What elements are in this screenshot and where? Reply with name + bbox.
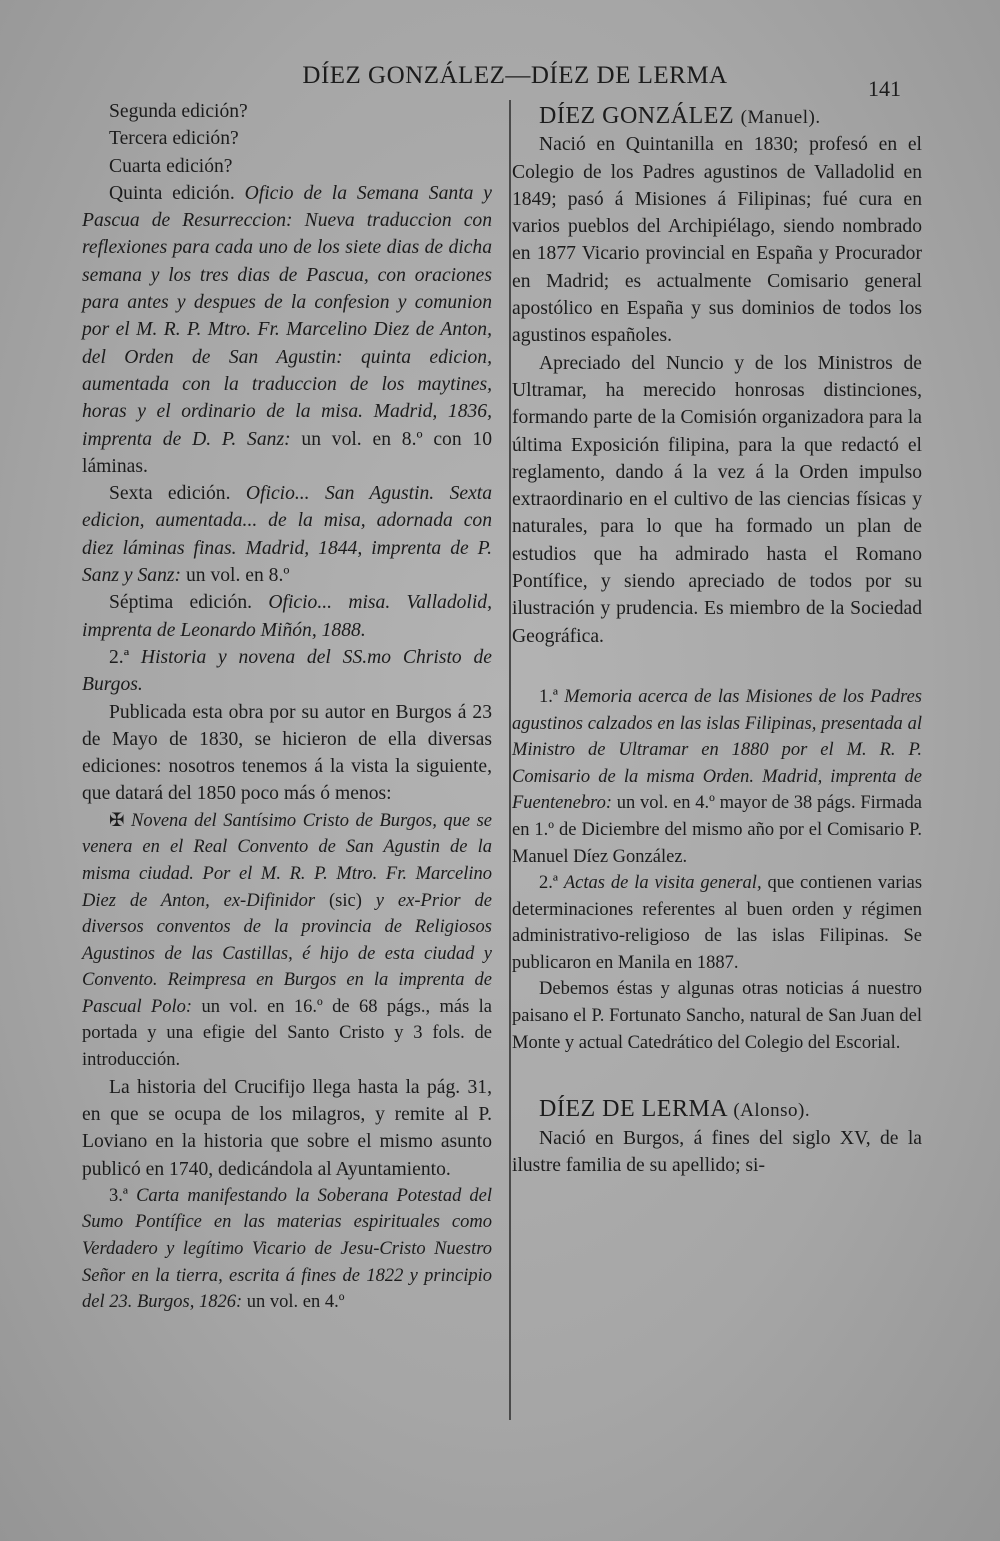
- left-column: [82, 98, 492, 1316]
- edition-5-title: Oficio de la Semana Santa y Pascua de Resurreccion: Nueva traduccion con reflexiones para cada uno de los siete dias de dicha semana y los tres dias de Pascua, con oraciones para antes y despues de la confesion y comunion por el M. R. P. Mtro. Fr. Marcelino Diez de Anton, del Orden de San Agustin: quinta edicion, aumentada con la traduccion de los maytines, horas y el ordinario de la misa. Madrid, 1836, imprenta de D. P. Sanz:: [82, 182, 492, 450]
- running-header: DÍEZ GONZÁLEZ—DÍEZ DE LERMA: [302, 62, 728, 89]
- edition-5-format: un vol. en 8.º con 10 láminas.: [82, 428, 492, 477]
- work-2-title: Actas de la visita general,: [563, 873, 762, 894]
- work-1-number: 1.ª: [539, 686, 558, 707]
- edition-7: [82, 589, 492, 644]
- novena-entry: [82, 808, 492, 1074]
- work-2-number: 2.ª: [539, 873, 558, 894]
- published-paragraph: Publicada esta obra por su autor en Burgos á 23 de Mayo de 1830, se hicieron de ella diversas ediciones: nosotros tenemos á la vista la siguiente, que datará del 1850 poco más ó menos:: [82, 701, 492, 805]
- entry-surname: DÍEZ DE LERMA: [539, 1096, 727, 1123]
- work-2-description: que contienen varias determinaciones referentes al buen orden y régimen administrativo-religioso de las islas Filipinas. Se publicaron en Manila en 1887.: [512, 873, 923, 973]
- novena-title: Novena del Santísimo Cristo de Burgos, que se venera en el Real Convento de San Agustin de la misma ciudad. Por el M. R. P. Mtro. Fr. Marcelino Diez de Anton, ex-Difinidor: [82, 810, 493, 911]
- edition-6-title: Oficio... San Agustin. Sexta edicion, aumentada... de la misa, adornada con diez láminas finas. Madrid, 1844, imprenta de P. Sanz y Sanz:: [82, 483, 492, 587]
- cross-icon: ✠: [109, 810, 125, 831]
- edition-3: Tercera edición?: [109, 128, 239, 150]
- work-3: [82, 1183, 492, 1316]
- entry-given-name: (Alonso).: [733, 1100, 811, 1122]
- column-divider: [509, 100, 511, 1420]
- edition-6: [82, 480, 492, 589]
- entry-heading-diez-gonzalez: [512, 103, 922, 131]
- edition-7-title: Oficio... misa. Valladolid, imprenta de Leonardo Miñón, 1888.: [82, 592, 492, 641]
- work-3-title: Carta manifestando la Soberana Potestad del Sumo Pontífice en las materias espirituales como Verdadero y legítimo Vicario de Jesu-Cristo Nuestro Señor en la tierra, escrita á fines de 1822 y principio del 23. Burgos, 1826:: [82, 1185, 493, 1313]
- work-3-number: 3.ª: [109, 1185, 128, 1206]
- biography-paragraph-3: Nació en Burgos, á fines del siglo XV, de la ilustre familia de su apellido; si-: [512, 1127, 922, 1176]
- edition-2: Segunda edición?: [109, 101, 248, 122]
- entry-surname: DÍEZ GONZÁLEZ: [539, 103, 735, 129]
- work-1-title: Memoria acerca de las Misiones de los Padres agustinos calzados en las islas Filipinas, presentada al Ministro de Ultramar en 1880 por el M. R. P. Comisario de la misma Orden. Madrid, imprenta de Fuentenebro:: [512, 686, 923, 814]
- entry-given-name: (Manuel).: [740, 107, 821, 128]
- work-entry-1: [512, 684, 922, 870]
- novena-title-continued: y ex-Prior de diversos conventos de la provincia de Religiosos Agustinos de las Castillas, é hijo de esta ciudad y Convento. Reimpresa en Burgos en la imprenta de Pascual Polo:: [82, 890, 492, 1017]
- work-2-title: Historia y novena del SS.mo Christo de Burgos.: [82, 646, 492, 696]
- novena-format: un vol. en 16.º de 68 págs., más la portada y una efigie del Santo Cristo y 3 fols. de introducción.: [82, 996, 493, 1071]
- edition-6-label: Sexta edición.: [109, 483, 231, 505]
- work-3-format: un vol. en 4.º: [246, 1292, 345, 1313]
- biography-paragraph-1: Nació en Quintanilla en 1830; profesó en el Colegio de los Padres agustinos de Valladolid en 1849; pasó á Misiones á Filipinas; fué cura en varios pueblos del Archipiélago, siendo nombrado en 1877 Vicario provincial en España y Procurador en Madrid; es actualmente Comisario general apostólico en España y sus dominios de todos los agustinos españoles.: [512, 134, 922, 347]
- biography-paragraph-2: Apreciado del Nuncio y de los Ministros de Ultramar, ha merecido honrosas distinciones, formando parte de la Comisión organizadora para la última Exposición filipina, para la que redactó el reglamento, dando á la vez á la Orden impulso extraordinario en el cultivo de las ciencias físicas y naturales, para lo que ha formado un plan de estudios que ha admirado hasta el Romano Pontífice, y siendo apreciado de todos por su ilustración y prudencia. Es miembro de la Sociedad Geográfica.: [512, 352, 922, 647]
- work-entry-2: [512, 870, 922, 976]
- work-2-number: 2.ª: [109, 646, 130, 668]
- novena-sic: (sic): [329, 890, 362, 911]
- edition-6-format: un vol. en 8.º: [185, 565, 290, 587]
- edition-5: [82, 180, 492, 480]
- work-1-format: un vol. en 4.º mayor de 38 págs. Firmada en 1.º de Diciembre del mismo año por el Comisario P. Manuel Díez González.: [512, 793, 922, 867]
- edition-4: Cuarta edición?: [109, 155, 233, 177]
- history-paragraph: La historia del Crucifijo llega hasta la pág. 31, en que se ocupa de los milagros, y remite al P. Loviano en la historia que sobre el mismo asunto publicó en 1740, dedicándola al Ayuntamiento.: [82, 1076, 492, 1180]
- entry-heading-diez-de-lerma: [512, 1096, 922, 1124]
- edition-7-label: Séptima edición.: [109, 592, 253, 614]
- edition-5-label: Quinta edición.: [109, 182, 235, 204]
- page-number: 141: [868, 76, 901, 101]
- work-2: [82, 644, 492, 699]
- credit-paragraph: Debemos éstas y algunas otras noticias á nuestro paisano el P. Fortunato Sancho, natural de San Juan del Monte y actual Catedrático del Colegio del Escorial.: [512, 979, 922, 1053]
- right-column: [512, 103, 922, 1179]
